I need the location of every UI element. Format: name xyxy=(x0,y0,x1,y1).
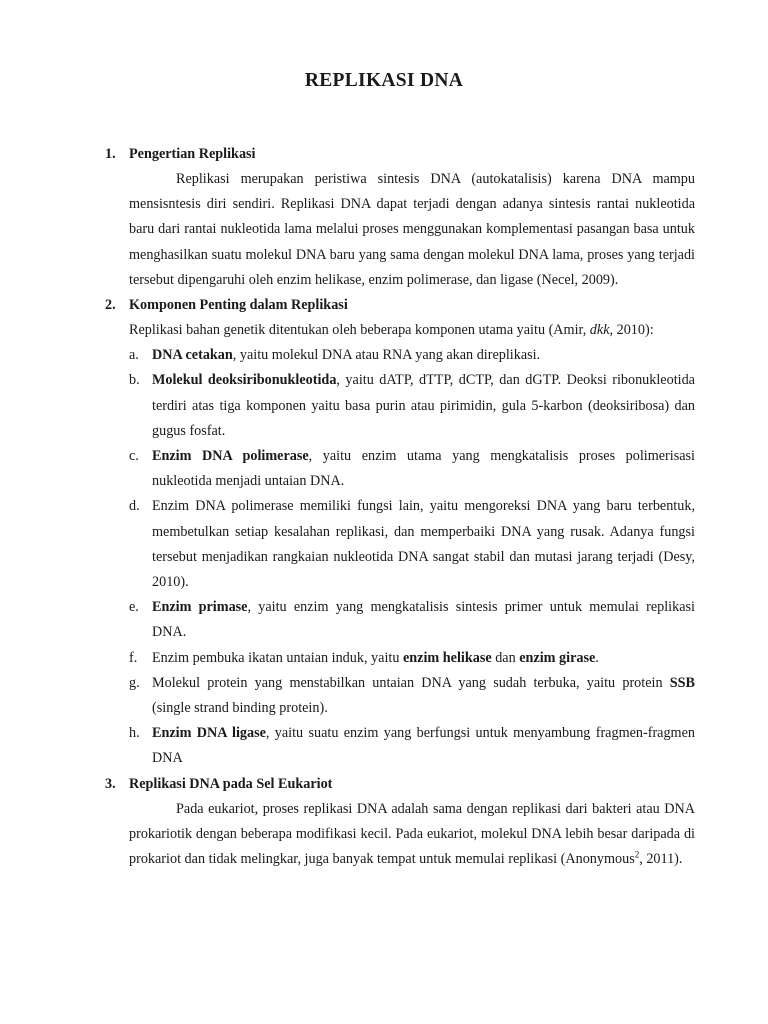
component-list xyxy=(129,343,695,771)
list-item-text: Molekul protein yang menstabilkan untaian DNA yang sudah terbuka, yaitu protein SSB (single strand binding protein). xyxy=(152,674,695,717)
list-item xyxy=(129,646,695,671)
section-number: 1. xyxy=(105,146,116,162)
list-item-label: f. xyxy=(129,649,138,666)
section-title: Pengertian Replikasi xyxy=(129,146,256,162)
list-item xyxy=(129,595,695,645)
list-item-label: d. xyxy=(129,498,140,515)
list-item-label: c. xyxy=(129,448,139,465)
list-item-label: g. xyxy=(129,674,140,691)
list-item-text: DNA cetakan, yaitu molekul DNA atau RNA yang akan direplikasi. xyxy=(152,347,541,364)
list-item-label: h. xyxy=(129,725,140,742)
section-number: 3. xyxy=(105,775,116,792)
section-paragraph: Replikasi merupakan peristiwa sintesis DNA (autokatalisis) karena DNA mampu mensisntesis diri sendiri. Replikasi DNA dapat terjadi dengan adanya sintesis rantai nukleotida baru dari rantai nukleotida lama melalui proses menggunakan komplementasi pasangan basa untuk menghasilkan suatu molekul DNA baru yang sama dengan molekul DNA lama, proses yang terjadi tersebut dipengaruhi oleh enzim helikase, enzim polimerase, dan ligase (Necel, 2009). xyxy=(129,171,695,288)
document-body xyxy=(105,142,695,872)
section-heading xyxy=(105,293,695,318)
list-item xyxy=(129,671,695,721)
list-item xyxy=(129,368,695,444)
list-item-text: Molekul deoksiribonukleotida, yaitu dATP, dTTP, dCTP, dan dGTP. Deoksi ribonukleotida terdiri atas tiga komponen yaitu basa purin atau pirimidin, gula 5-karbon (deoksiribosa) dan gugus fosfat. xyxy=(152,372,695,439)
list-item xyxy=(129,444,695,494)
section-title: Replikasi DNA pada Sel Eukariot xyxy=(129,775,333,792)
list-item xyxy=(129,343,695,368)
list-item-label: e. xyxy=(129,599,139,616)
list-item xyxy=(129,721,695,771)
list-item-text: Enzim DNA polimerase memiliki fungsi lain, yaitu mengoreksi DNA yang baru terbentuk, membetulkan setiap kesalahan replikasi, dan memperbaiki DNA yang rusak. Adanya fungsi tersebut menjadikan rangkaian nukleotida DNA sangat stabil dan mutasi jarang terjadi (Desy, 2010). xyxy=(152,498,695,591)
list-item-text: Enzim DNA ligase, yaitu suatu enzim yang berfungsi untuk menyambung fragmen-fragmen DNA xyxy=(152,725,695,767)
section-heading xyxy=(105,142,695,167)
section-heading xyxy=(105,772,695,797)
list-item-text: Enzim primase, yaitu enzim yang mengkatalisis sintesis primer untuk memulai replikasi DNA. xyxy=(152,599,695,641)
list-item-label: a. xyxy=(129,347,139,364)
section-komponen xyxy=(105,293,695,772)
section-intro: Replikasi bahan genetik ditentukan oleh beberapa komponen utama yaitu (Amir, dkk, 2010): xyxy=(129,322,654,339)
section-paragraph: Pada eukariot, proses replikasi DNA adalah sama dengan replikasi dari bakteri atau DNA prokariotik dengan beberapa modifikasi kecil. Pada eukariot, molekul DNA lebih besar daripada di prokariot dan tidak melingkar, juga banyak tempat untuk memulai replikasi (Anonymous$^2$, 2011). xyxy=(129,800,695,868)
section-number: 2. xyxy=(105,297,116,314)
list-item-text: Enzim DNA polimerase, yaitu enzim utama yang mengkatalisis proses polimerisasi nukleotida menjadi untaian DNA. xyxy=(152,448,695,490)
section-title: Komponen Penting dalam Replikasi xyxy=(129,297,348,314)
citation-superscript: 2 xyxy=(634,849,640,860)
document-title: REPLIKASI DNA xyxy=(304,70,464,91)
list-item xyxy=(129,494,695,595)
list-item-label: b. xyxy=(129,372,140,389)
section-eukariot xyxy=(105,772,695,873)
section-pengertian xyxy=(105,142,695,293)
list-item-text: Enzim pembuka ikatan untaian induk, yaitu enzim helikase dan enzim girase. xyxy=(152,649,599,666)
